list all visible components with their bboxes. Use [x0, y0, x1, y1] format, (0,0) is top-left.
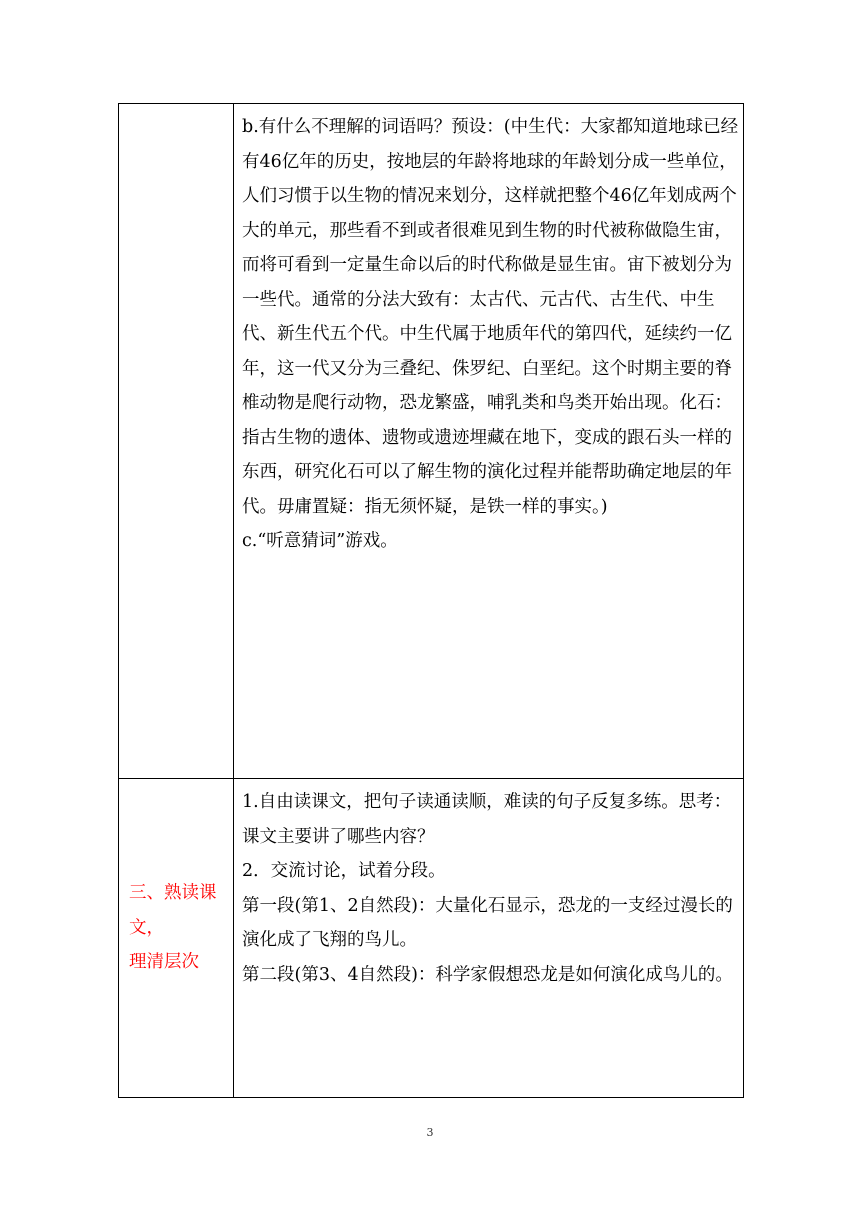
- stage-label-line: 三、熟读课: [129, 883, 217, 903]
- paragraph-vocabulary: b.有什么不理解的词语吗？预设：(中生代：大家都知道地球已经有46亿年的历史，按地层的年龄将地球的年龄划分成一些单位，人们习惯于以生物的情况来划分，这样就把整个46亿年划成两个大的单元，那些看不到或者很难见到生物的时代被称做隐生宙，而将可看到一定量生命以后的时代称做是显生宙。宙下被划分为一些代。通常的分法大致有：太古代、元古代、古生代、中生代、新生代五个代。中生代属于地质年代的第四代，延续约一亿年，这一代又分为三叠纪、侏罗纪、白垩纪。这个时期主要的脊椎动物是爬行动物，恐龙繁盛，哺乳类和鸟类开始出现。化石：指古生物的遗体、遗物或遗迹埋藏在地下，变成的跟石头一样的东西，研究化石可以了解生物的演化过程并能帮助确定地层的年代。毋庸置疑：指无须怀疑，是铁一样的事实。): [242, 117, 739, 517]
- content-cell: [234, 779, 744, 1098]
- paragraph-section-one: 第一段(第1、2自然段)：大量化石显示，恐龙的一支经过漫长的演化成了飞翔的鸟儿。: [242, 895, 733, 950]
- paragraph-read: 1.自由读课文，把句子读通读顺，难读的句子反复多练。思考：课文主要讲了哪些内容？: [242, 792, 732, 847]
- table-row: [119, 779, 744, 1098]
- paragraph-game: c.“听意猜词”游戏。: [242, 531, 398, 551]
- lesson-table: [118, 103, 744, 1098]
- paragraph-section-two: 第二段(第3、4自然段)：科学家假想恐龙是如何演化成鸟儿的。: [242, 964, 733, 985]
- stage-label: [119, 876, 233, 980]
- paragraph-discuss: 2．交流讨论，试着分段。: [242, 861, 446, 881]
- stage-cell-empty: [119, 104, 234, 779]
- content-cell: [234, 104, 744, 779]
- stage-label-line: 理清层次: [129, 952, 199, 972]
- table-row: [119, 104, 744, 779]
- page-number: 3: [426, 1126, 434, 1139]
- content-text: [234, 104, 743, 565]
- stage-label-line: 文，: [129, 917, 164, 938]
- content-text: [234, 779, 743, 998]
- stage-cell: [119, 779, 234, 1098]
